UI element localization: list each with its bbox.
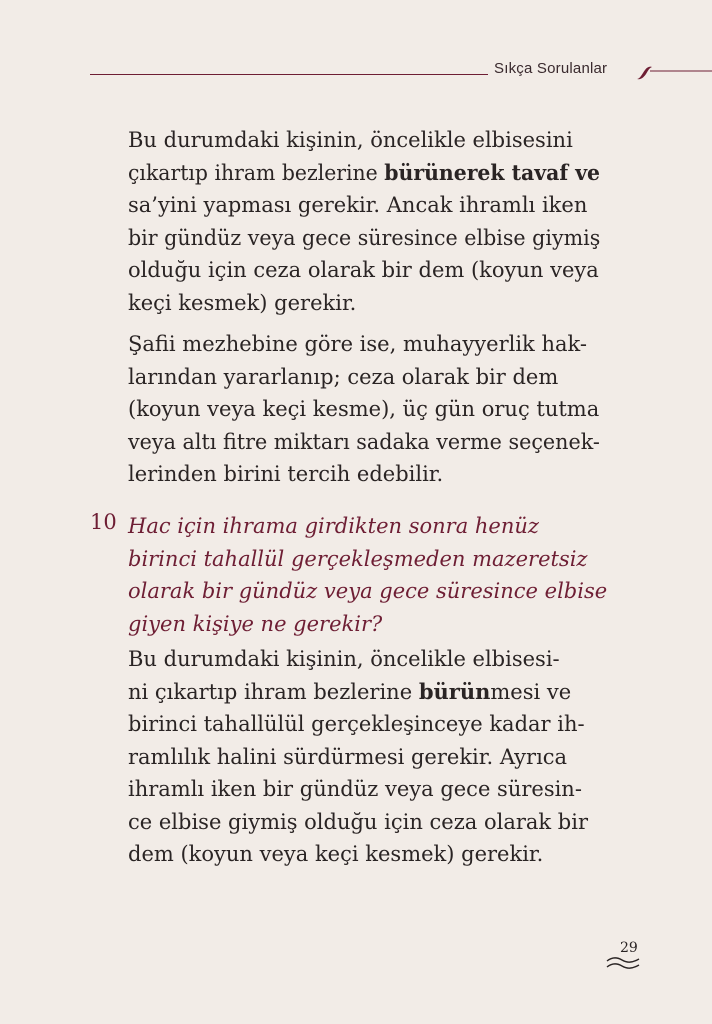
paragraph-line: sa’yini yapması gerekir. Ancak ihramlı iken [128,193,588,217]
answer-text: ni çıkartıp ihram bezlerine [128,679,419,704]
answer-line: birinci tahallülül gerçekleşinceye kadar ih- [128,712,585,736]
page-number: 29 [620,940,638,956]
paragraph-1 [128,124,600,319]
question-number: 10 [90,510,117,534]
paragraph-line: larından yararlanıp; ceza olarak bir dem [128,364,559,389]
page-flourish-icon [606,955,640,971]
paragraph-line: keçi kesmek) gerekir. [128,290,357,315]
question-line: olarak bir gündüz veya gece süresince elbise [128,579,608,603]
answer-line: ihramlı iken bir gündüz veya gece süresin- [128,777,582,801]
paragraph-line: Şafii mezhebine göre ise, muhayyerlik hak- [128,332,587,356]
question-line: Hac için ihrama girdikten sonra henüz [128,514,539,538]
answer-line [128,676,600,709]
question-line: giyen kişiye ne gerekir? [128,611,383,636]
bold-emphasis: bürün [418,678,491,704]
answer-line: dem (koyun veya keçi kesmek) gerekir. [128,842,544,866]
paragraph-line: veya altı fitre miktarı sadaka verme seçenek- [128,429,600,454]
header-flourish-icon [636,62,712,82]
answer-line: ce elbise giymiş olduğu için ceza olarak bir [128,809,589,834]
paragraph-line: lerinden birini tercih edebilir. [128,462,444,486]
answer-text: mesi ve [490,679,572,704]
answer-line: Bu durumdaki kişinin, öncelikle elbisesi- [128,647,560,671]
answer-paragraph [128,643,600,871]
question-line: birinci tahallül gerçekleşmeden mazeretsiz [128,546,588,571]
answer-line: ramlılık halini sürdürmesi gerekir. Ayrıca [128,744,568,769]
paragraph-2 [128,328,600,491]
running-header-title: Sıkça Sorulanlar [494,60,608,77]
paragraph-line: Bu durumdaki kişinin, öncelikle elbisesini [128,128,573,152]
paragraph-line: (koyun veya keçi kesme), üç gün oruç tutma [128,397,600,421]
paragraph-line: olduğu için ceza olarak bir dem (koyun veya [128,258,599,282]
paragraph-text: çıkartıp ihram bezlerine [128,160,385,185]
header-rule [90,74,488,75]
question-text [128,510,608,640]
paragraph-line: bir gündüz veya gece süresince elbise giymiş [128,225,601,250]
bold-emphasis: bürünerek tavaf ve [384,159,601,185]
paragraph-line [128,157,601,190]
